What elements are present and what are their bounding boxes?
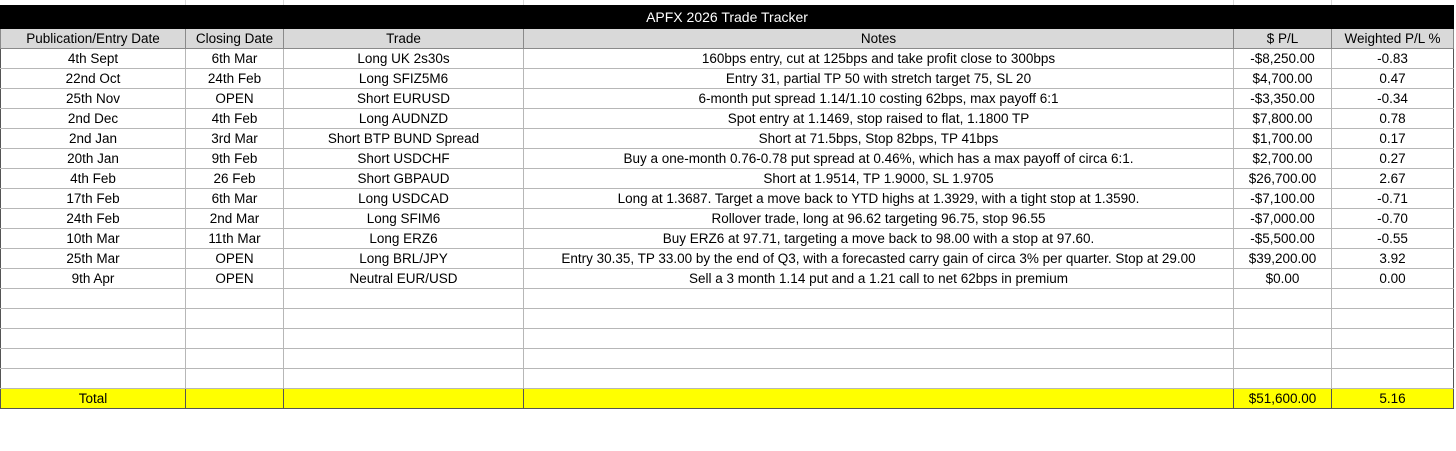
entry-date-cell[interactable]: 20th Jan [1,149,186,169]
entry-date-cell[interactable]: 25th Mar [1,249,186,269]
trade-cell[interactable]: Short EURUSD [284,89,524,109]
trade-cell[interactable]: Long BRL/JPY [284,249,524,269]
total-notes-cell[interactable] [524,389,1234,409]
table-row [1,229,1454,249]
pl-cell[interactable]: $7,800.00 [1234,109,1332,129]
empty-cell[interactable] [1332,349,1454,369]
entry-date-cell[interactable]: 17th Feb [1,189,186,209]
empty-cell[interactable] [524,349,1234,369]
empty-cell[interactable] [1332,309,1454,329]
weighted-pl-cell[interactable]: -0.71 [1332,189,1454,209]
weighted-pl-cell[interactable]: 0.78 [1332,109,1454,129]
empty-row [1,329,1454,349]
empty-cell[interactable] [186,289,284,309]
weighted-pl-cell[interactable]: 2.67 [1332,169,1454,189]
trade-cell[interactable]: Short BTP BUND Spread [284,129,524,149]
entry-date-cell[interactable]: 2nd Jan [1,129,186,149]
empty-row [1,289,1454,309]
empty-cell[interactable] [186,309,284,329]
trade-cell[interactable]: Long ERZ6 [284,229,524,249]
weighted-pl-cell[interactable]: 0.00 [1332,269,1454,289]
closing-date-cell[interactable]: 6th Mar [186,189,284,209]
total-row [1,389,1454,409]
notes-cell[interactable]: 160bps entry, cut at 125bps and take profit close to 300bps [524,49,1234,69]
entry-date-cell[interactable]: 2nd Dec [1,109,186,129]
empty-cell[interactable] [186,329,284,349]
empty-cell[interactable] [1,349,186,369]
notes-cell[interactable]: Spot entry at 1.1469, stop raised to flat, 1.1800 TP [524,109,1234,129]
weighted-pl-cell[interactable]: 0.27 [1332,149,1454,169]
empty-cell[interactable] [524,309,1234,329]
entry-date-cell[interactable]: 4th Sept [1,49,186,69]
weighted-pl-cell[interactable]: -0.83 [1332,49,1454,69]
notes-cell[interactable]: Sell a 3 month 1.14 put and a 1.21 call to net 62bps in premium [524,269,1234,289]
empty-cell[interactable] [1234,289,1332,309]
table-row [1,249,1454,269]
notes-cell[interactable]: Buy a one-month 0.76-0.78 put spread at 0.46%, which has a max payoff of circa 6:1. [524,149,1234,169]
header-cell-pl[interactable]: $ P/L [1234,29,1332,49]
empty-cell[interactable] [284,289,524,309]
sheet-title[interactable]: APFX 2026 Trade Tracker [1,6,1454,29]
pl-cell[interactable]: $4,700.00 [1234,69,1332,89]
weighted-pl-cell[interactable]: 0.47 [1332,69,1454,89]
table-row [1,169,1454,189]
entry-date-cell[interactable]: 24th Feb [1,209,186,229]
closing-date-cell[interactable]: 3rd Mar [186,129,284,149]
empty-cell[interactable] [186,349,284,369]
empty-cell[interactable] [284,369,524,389]
pl-cell[interactable]: -$8,250.00 [1234,49,1332,69]
empty-cell[interactable] [1,329,186,349]
closing-date-cell[interactable]: 9th Feb [186,149,284,169]
trade-cell[interactable]: Short USDCHF [284,149,524,169]
closing-date-cell[interactable]: 24th Feb [186,69,284,89]
trade-cell[interactable]: Short GBPAUD [284,169,524,189]
trade-cell[interactable]: Long SFIM6 [284,209,524,229]
empty-cell[interactable] [1234,349,1332,369]
closing-date-cell[interactable]: 4th Feb [186,109,284,129]
closing-date-cell[interactable]: OPEN [186,89,284,109]
total-weighted-cell[interactable]: 5.16 [1332,389,1454,409]
trade-cell[interactable]: Long UK 2s30s [284,49,524,69]
weighted-pl-cell[interactable]: 3.92 [1332,249,1454,269]
empty-cell[interactable] [524,329,1234,349]
empty-cell[interactable] [1234,329,1332,349]
pl-cell[interactable]: -$7,000.00 [1234,209,1332,229]
closing-date-cell[interactable]: OPEN [186,269,284,289]
closing-date-cell[interactable]: 2nd Mar [186,209,284,229]
entry-date-cell[interactable]: 4th Feb [1,169,186,189]
weighted-pl-cell[interactable]: -0.70 [1332,209,1454,229]
empty-cell[interactable] [1234,369,1332,389]
empty-cell[interactable] [1234,309,1332,329]
empty-cell[interactable] [284,329,524,349]
empty-cell[interactable] [1332,329,1454,349]
pl-cell[interactable]: -$7,100.00 [1234,189,1332,209]
empty-cell[interactable] [1332,289,1454,309]
weighted-pl-cell[interactable]: -0.34 [1332,89,1454,109]
notes-cell[interactable]: Short at 71.5bps, Stop 82bps, TP 41bps [524,129,1234,149]
empty-cell[interactable] [284,349,524,369]
header-cell-notes[interactable]: Notes [524,29,1234,49]
weighted-pl-cell[interactable]: 0.17 [1332,129,1454,149]
empty-cell[interactable] [524,289,1234,309]
trade-tracker-table [0,5,1454,409]
pl-cell[interactable]: $39,200.00 [1234,249,1332,269]
entry-date-cell[interactable]: 25th Nov [1,89,186,109]
header-cell-weighted-pl[interactable]: Weighted P/L % [1332,29,1454,49]
table-row [1,149,1454,169]
table-row [1,69,1454,89]
total-pl-cell[interactable]: $51,600.00 [1234,389,1332,409]
pl-cell[interactable]: $0.00 [1234,269,1332,289]
notes-cell[interactable]: Long at 1.3687. Target a move back to YTD highs at 1.3929, with a tight stop at 1.3590. [524,189,1234,209]
header-cell-entry-date[interactable]: Publication/Entry Date [1,29,186,49]
empty-row [1,309,1454,329]
notes-cell[interactable]: Entry 30.35, TP 33.00 by the end of Q3, with a forecasted carry gain of circa 3% per quarter. Stop at 29.00 [524,249,1234,269]
total-label-cell[interactable]: Total [1,389,186,409]
empty-row [1,369,1454,389]
table-row [1,129,1454,149]
pl-cell[interactable]: -$5,500.00 [1234,229,1332,249]
table-row [1,189,1454,209]
pl-cell[interactable]: $2,700.00 [1234,149,1332,169]
empty-row [1,349,1454,369]
pl-cell[interactable]: $1,700.00 [1234,129,1332,149]
empty-cell[interactable] [186,369,284,389]
total-trade-cell[interactable] [284,389,524,409]
empty-cell[interactable] [284,309,524,329]
table-row [1,49,1454,69]
entry-date-cell[interactable]: 22nd Oct [1,69,186,89]
closing-date-cell[interactable]: 6th Mar [186,49,284,69]
total-closing-cell[interactable] [186,389,284,409]
empty-cell[interactable] [1,309,186,329]
empty-cell[interactable] [1,369,186,389]
notes-cell[interactable]: 6-month put spread 1.14/1.10 costing 62bps, max payoff 6:1 [524,89,1234,109]
entry-date-cell[interactable]: 9th Apr [1,269,186,289]
table-row [1,209,1454,229]
empty-cell[interactable] [524,369,1234,389]
trade-cell[interactable]: Long USDCAD [284,189,524,209]
table-row [1,89,1454,109]
trade-cell[interactable]: Long AUDNZD [284,109,524,129]
notes-cell[interactable]: Rollover trade, long at 96.62 targeting 96.75, stop 96.55 [524,209,1234,229]
closing-date-cell[interactable]: 26 Feb [186,169,284,189]
closing-date-cell[interactable]: OPEN [186,249,284,269]
empty-cell[interactable] [1,289,186,309]
pl-cell[interactable]: $26,700.00 [1234,169,1332,189]
header-row [1,29,1454,49]
notes-cell[interactable]: Short at 1.9514, TP 1.9000, SL 1.9705 [524,169,1234,189]
pl-cell[interactable]: -$3,350.00 [1234,89,1332,109]
notes-cell[interactable]: Entry 31, partial TP 50 with stretch target 75, SL 20 [524,69,1234,89]
header-cell-closing-date[interactable]: Closing Date [186,29,284,49]
table-row [1,269,1454,289]
entry-date-cell[interactable]: 10th Mar [1,229,186,249]
trade-cell[interactable]: Long SFIZ5M6 [284,69,524,89]
weighted-pl-cell[interactable]: -0.55 [1332,229,1454,249]
table-row [1,109,1454,129]
empty-cell[interactable] [1332,369,1454,389]
trade-cell[interactable]: Neutral EUR/USD [284,269,524,289]
notes-cell[interactable]: Buy ERZ6 at 97.71, targeting a move back to 98.00 with a stop at 97.60. [524,229,1234,249]
closing-date-cell[interactable]: 11th Mar [186,229,284,249]
header-cell-trade[interactable]: Trade [284,29,524,49]
